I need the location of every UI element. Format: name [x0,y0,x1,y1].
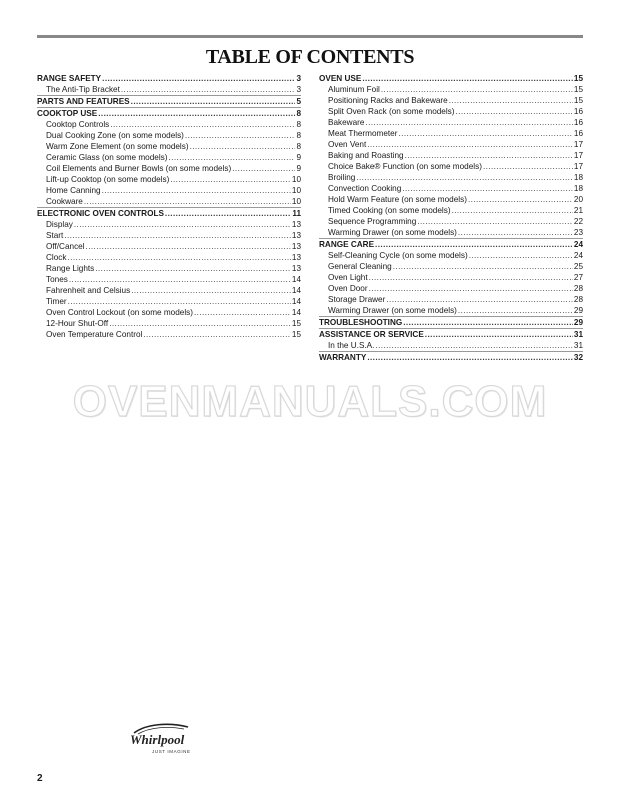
toc-entry-page: 13 [291,264,301,273]
toc-entry[interactable] [319,172,583,183]
toc-entry-label: Off/Cancel [46,242,85,251]
toc-entry-page: 8 [296,131,301,140]
dot-leader [64,230,291,241]
toc-entry-label: The Anti-Tip Bracket [46,85,120,94]
toc-entry[interactable] [319,194,583,205]
toc-right-column [319,73,583,363]
toc-entry-page: 10 [291,186,301,195]
toc-entry-page: 8 [296,120,301,129]
dot-leader [131,285,291,296]
toc-section-entry[interactable] [37,73,301,84]
dot-leader [386,294,573,305]
toc-entry[interactable] [37,141,301,152]
dot-leader [109,318,291,329]
toc-entry[interactable] [319,340,583,352]
toc-entry-label: Split Oven Rack (on some models) [328,107,455,116]
toc-entry[interactable] [319,283,583,294]
toc-entry[interactable] [37,152,301,163]
toc-entry-page: 9 [296,164,301,173]
toc-entry[interactable] [37,252,301,263]
toc-entry[interactable] [37,241,301,252]
dot-leader [110,119,295,130]
dot-leader [168,152,295,163]
dot-leader [367,352,573,363]
dot-leader [468,194,573,205]
dot-leader [405,150,573,161]
dot-leader [456,106,573,117]
toc-entry-page: 17 [573,140,583,149]
toc-left-column [37,73,301,340]
dot-leader [67,252,290,263]
dot-leader [121,84,296,95]
toc-entry[interactable] [319,161,583,172]
toc-entry-label: Convection Cooking [328,184,402,193]
toc-entry-page: 10 [291,197,301,206]
toc-entry-label: RANGE CARE [319,240,375,249]
toc-entry[interactable] [37,329,301,340]
toc-entry-label: WARRANTY [319,353,367,362]
dot-leader [102,73,295,84]
toc-entry-label: Warming Drawer (on some models) [328,228,457,237]
dot-leader [403,317,573,328]
toc-entry-page: 32 [573,353,583,362]
toc-section-entry[interactable] [319,329,583,340]
toc-entry[interactable] [37,296,301,307]
toc-entry-label: ASSISTANCE OR SERVICE [319,330,424,339]
toc-entry-label: Warming Drawer (on some models) [328,306,457,315]
toc-entry-page: 14 [291,275,301,284]
toc-entry-label: TROUBLESHOOTING [319,318,403,327]
dot-leader [367,139,573,150]
toc-entry[interactable] [319,139,583,150]
toc-entry-page: 27 [573,273,583,282]
toc-entry-page: 8 [296,142,301,151]
toc-entry[interactable] [37,318,301,329]
toc-entry-page: 15 [573,96,583,105]
toc-entry-page: 11 [292,209,301,218]
toc-entry-label: Sequence Programming [328,217,417,226]
toc-entry-page: 3 [296,85,301,94]
toc-entry-page: 21 [573,206,583,215]
toc-entry[interactable] [319,205,583,216]
dot-leader [86,241,291,252]
toc-entry-label: Home Canning [46,186,101,195]
toc-entry-page: 14 [291,297,301,306]
toc-entry-page: 22 [573,217,583,226]
toc-entry-page: 25 [573,262,583,271]
toc-entry-label: RANGE SAFETY [37,74,102,83]
toc-entry[interactable] [37,230,301,241]
toc-entry[interactable] [37,307,301,318]
dot-leader [381,84,573,95]
toc-entry-label: Display [46,220,73,229]
toc-entry-page: 17 [573,151,583,160]
toc-entry[interactable] [319,294,583,305]
watermark: OVENMANUALS.COM [72,377,548,426]
logo-brand: Whirlpool [130,732,185,747]
page-title: TABLE OF CONTENTS [205,46,415,68]
dot-leader [185,130,296,141]
dot-leader [69,274,291,285]
toc-entry-page: 31 [573,330,583,339]
toc-entry-page: 15 [291,319,301,328]
toc-entry-page: 8 [296,109,301,118]
toc-entry[interactable] [319,216,583,227]
dot-leader [375,340,572,351]
toc-entry-page: 23 [573,228,583,237]
toc-entry[interactable] [319,84,583,95]
toc-entry-page: 18 [573,184,583,193]
toc-entry-page: 15 [291,330,301,339]
toc-entry-label: Storage Drawer [328,295,386,304]
dot-leader [362,73,573,84]
dot-leader [356,172,573,183]
dot-leader [194,307,291,318]
toc-section-entry[interactable] [37,108,301,119]
toc-entry-label: Self-Cleaning Cycle (on some models) [328,251,468,260]
toc-entry[interactable] [319,128,583,139]
toc-entry[interactable] [319,117,583,128]
toc-entry-label: Meat Thermometer [328,129,398,138]
toc-entry-label: Coil Elements and Burner Bowls (on some models) [46,164,232,173]
dot-leader [369,283,573,294]
toc-entry-label: Aluminum Foil [328,85,380,94]
dot-leader [98,108,295,119]
toc-entry[interactable] [319,305,583,317]
toc-entry-page: 13 [291,220,301,229]
toc-entry-page: 24 [573,251,583,260]
toc-entry-label: Oven Temperature Control [46,330,143,339]
toc-entry[interactable] [319,183,583,194]
toc-entry-label: Cookware [46,197,83,206]
toc-entry[interactable] [319,250,583,261]
toc-entry-page: 5 [296,97,301,106]
toc-entry-page: 13 [291,242,301,251]
toc-entry-label: ELECTRONIC OVEN CONTROLS [37,209,164,218]
toc-entry[interactable] [37,130,301,141]
toc-entry-label: Tones [46,275,68,284]
dot-leader [102,185,291,196]
toc-entry-label: Fahrenheit and Celsius [46,286,131,295]
toc-entry-label: Range Lights [46,264,95,273]
toc-section-entry[interactable] [319,239,583,250]
logo-tagline: JUST IMAGINE [152,749,191,754]
whirlpool-logo [128,722,198,762]
toc-entry-label: Choice Bake® Function (on some models) [328,162,482,171]
dot-leader [369,272,573,283]
toc-entry[interactable] [319,227,583,239]
toc-entry-label: General Cleaning [328,262,392,271]
toc-entry-page: 13 [291,253,301,262]
toc-entry-page: 17 [573,162,583,171]
toc-entry-label: Oven Control Lockout (on some models) [46,308,193,317]
toc-entry-page: 15 [573,85,583,94]
toc-entry-page: 28 [573,295,583,304]
toc-entry[interactable] [37,174,301,185]
dot-leader [232,163,295,174]
dot-leader [375,239,573,250]
toc-entry-page: 14 [291,308,301,317]
toc-section-entry[interactable] [319,73,583,84]
toc-entry-label: Baking and Roasting [328,151,404,160]
dot-leader [74,219,291,230]
dot-leader [131,96,296,107]
toc-entry[interactable] [37,263,301,274]
dot-leader [425,329,573,340]
toc-section-entry[interactable] [37,96,301,108]
toc-entry-label: Oven Door [328,284,368,293]
toc-entry-label: Oven Light [328,273,368,282]
dot-leader [398,128,572,139]
toc-entry-page: 16 [573,118,583,127]
toc-entry[interactable] [37,163,301,174]
toc-entry-label: Dual Cooking Zone (on some models) [46,131,184,140]
toc-entry[interactable] [37,185,301,196]
toc-entry[interactable] [319,106,583,117]
dot-leader [165,208,291,219]
dot-leader [417,216,573,227]
toc-entry-label: Positioning Racks and Bakeware [328,96,448,105]
toc-entry-label: Timer [46,297,67,306]
toc-entry[interactable] [37,219,301,230]
toc-entry[interactable] [37,196,301,208]
dot-leader [393,261,573,272]
toc-entry-label: Clock [46,253,67,262]
toc-entry-page: 3 [296,74,301,83]
dot-leader [452,205,573,216]
toc-entry[interactable] [37,285,301,296]
toc-entry[interactable] [37,119,301,130]
toc-entry-page: 16 [573,107,583,116]
toc-entry-label: Bakeware [328,118,365,127]
toc-entry-page: 29 [573,306,583,315]
top-rule [37,35,583,38]
toc-entry-page: 18 [573,173,583,182]
toc-entry-label: Start [46,231,64,240]
dot-leader [84,196,291,207]
toc-entry-page: 14 [291,286,301,295]
toc-entry-label: Hold Warm Feature (on some models) [328,195,467,204]
toc-entry-label: Broiling [328,173,356,182]
dot-leader [170,174,291,185]
toc-entry[interactable] [37,274,301,285]
dot-leader [458,227,573,238]
toc-entry-label: Cooktop Controls [46,120,110,129]
toc-entry-page: 10 [291,175,301,184]
toc-section-entry[interactable] [319,317,583,329]
toc-section-entry[interactable] [319,352,583,363]
toc-entry-page: 31 [573,341,583,350]
toc-entry-page: 16 [573,129,583,138]
toc-entry-page: 28 [573,284,583,293]
toc-entry[interactable] [319,95,583,106]
toc-entry-label: Warm Zone Element (on some models) [46,142,189,151]
toc-entry-label: Lift-up Cooktop (on some models) [46,175,170,184]
toc-entry-page: 29 [573,318,583,327]
toc-entry-page: 9 [296,153,301,162]
dot-leader [449,95,573,106]
toc-entry-label: PARTS AND FEATURES [37,97,130,106]
dot-leader [190,141,296,152]
dot-leader [458,305,573,316]
toc-entry-page: 13 [291,231,301,240]
toc-entry-label: 12-Hour Shut-Off [46,319,109,328]
toc-entry-page: 20 [573,195,583,204]
toc-entry-label: In the U.S.A. [328,341,375,350]
toc-entry[interactable] [319,150,583,161]
toc-entry[interactable] [319,261,583,272]
toc-entry-label: Oven Vent [328,140,367,149]
dot-leader [95,263,291,274]
toc-entry-page: 24 [573,240,583,249]
dot-leader [143,329,291,340]
page-number: 2 [37,773,43,784]
dot-leader [68,296,291,307]
toc-section-entry[interactable] [37,208,301,219]
dot-leader [402,183,573,194]
toc-entry[interactable] [37,84,301,96]
toc-entry-label: Timed Cooking (on some models) [328,206,451,215]
dot-leader [365,117,572,128]
dot-leader [469,250,573,261]
dot-leader [483,161,573,172]
toc-entry-label: Ceramic Glass (on some models) [46,153,168,162]
toc-entry[interactable] [319,272,583,283]
toc-entry-page: 15 [573,74,583,83]
toc-entry-label: OVEN USE [319,74,362,83]
toc-entry-label: COOKTOP USE [37,109,98,118]
